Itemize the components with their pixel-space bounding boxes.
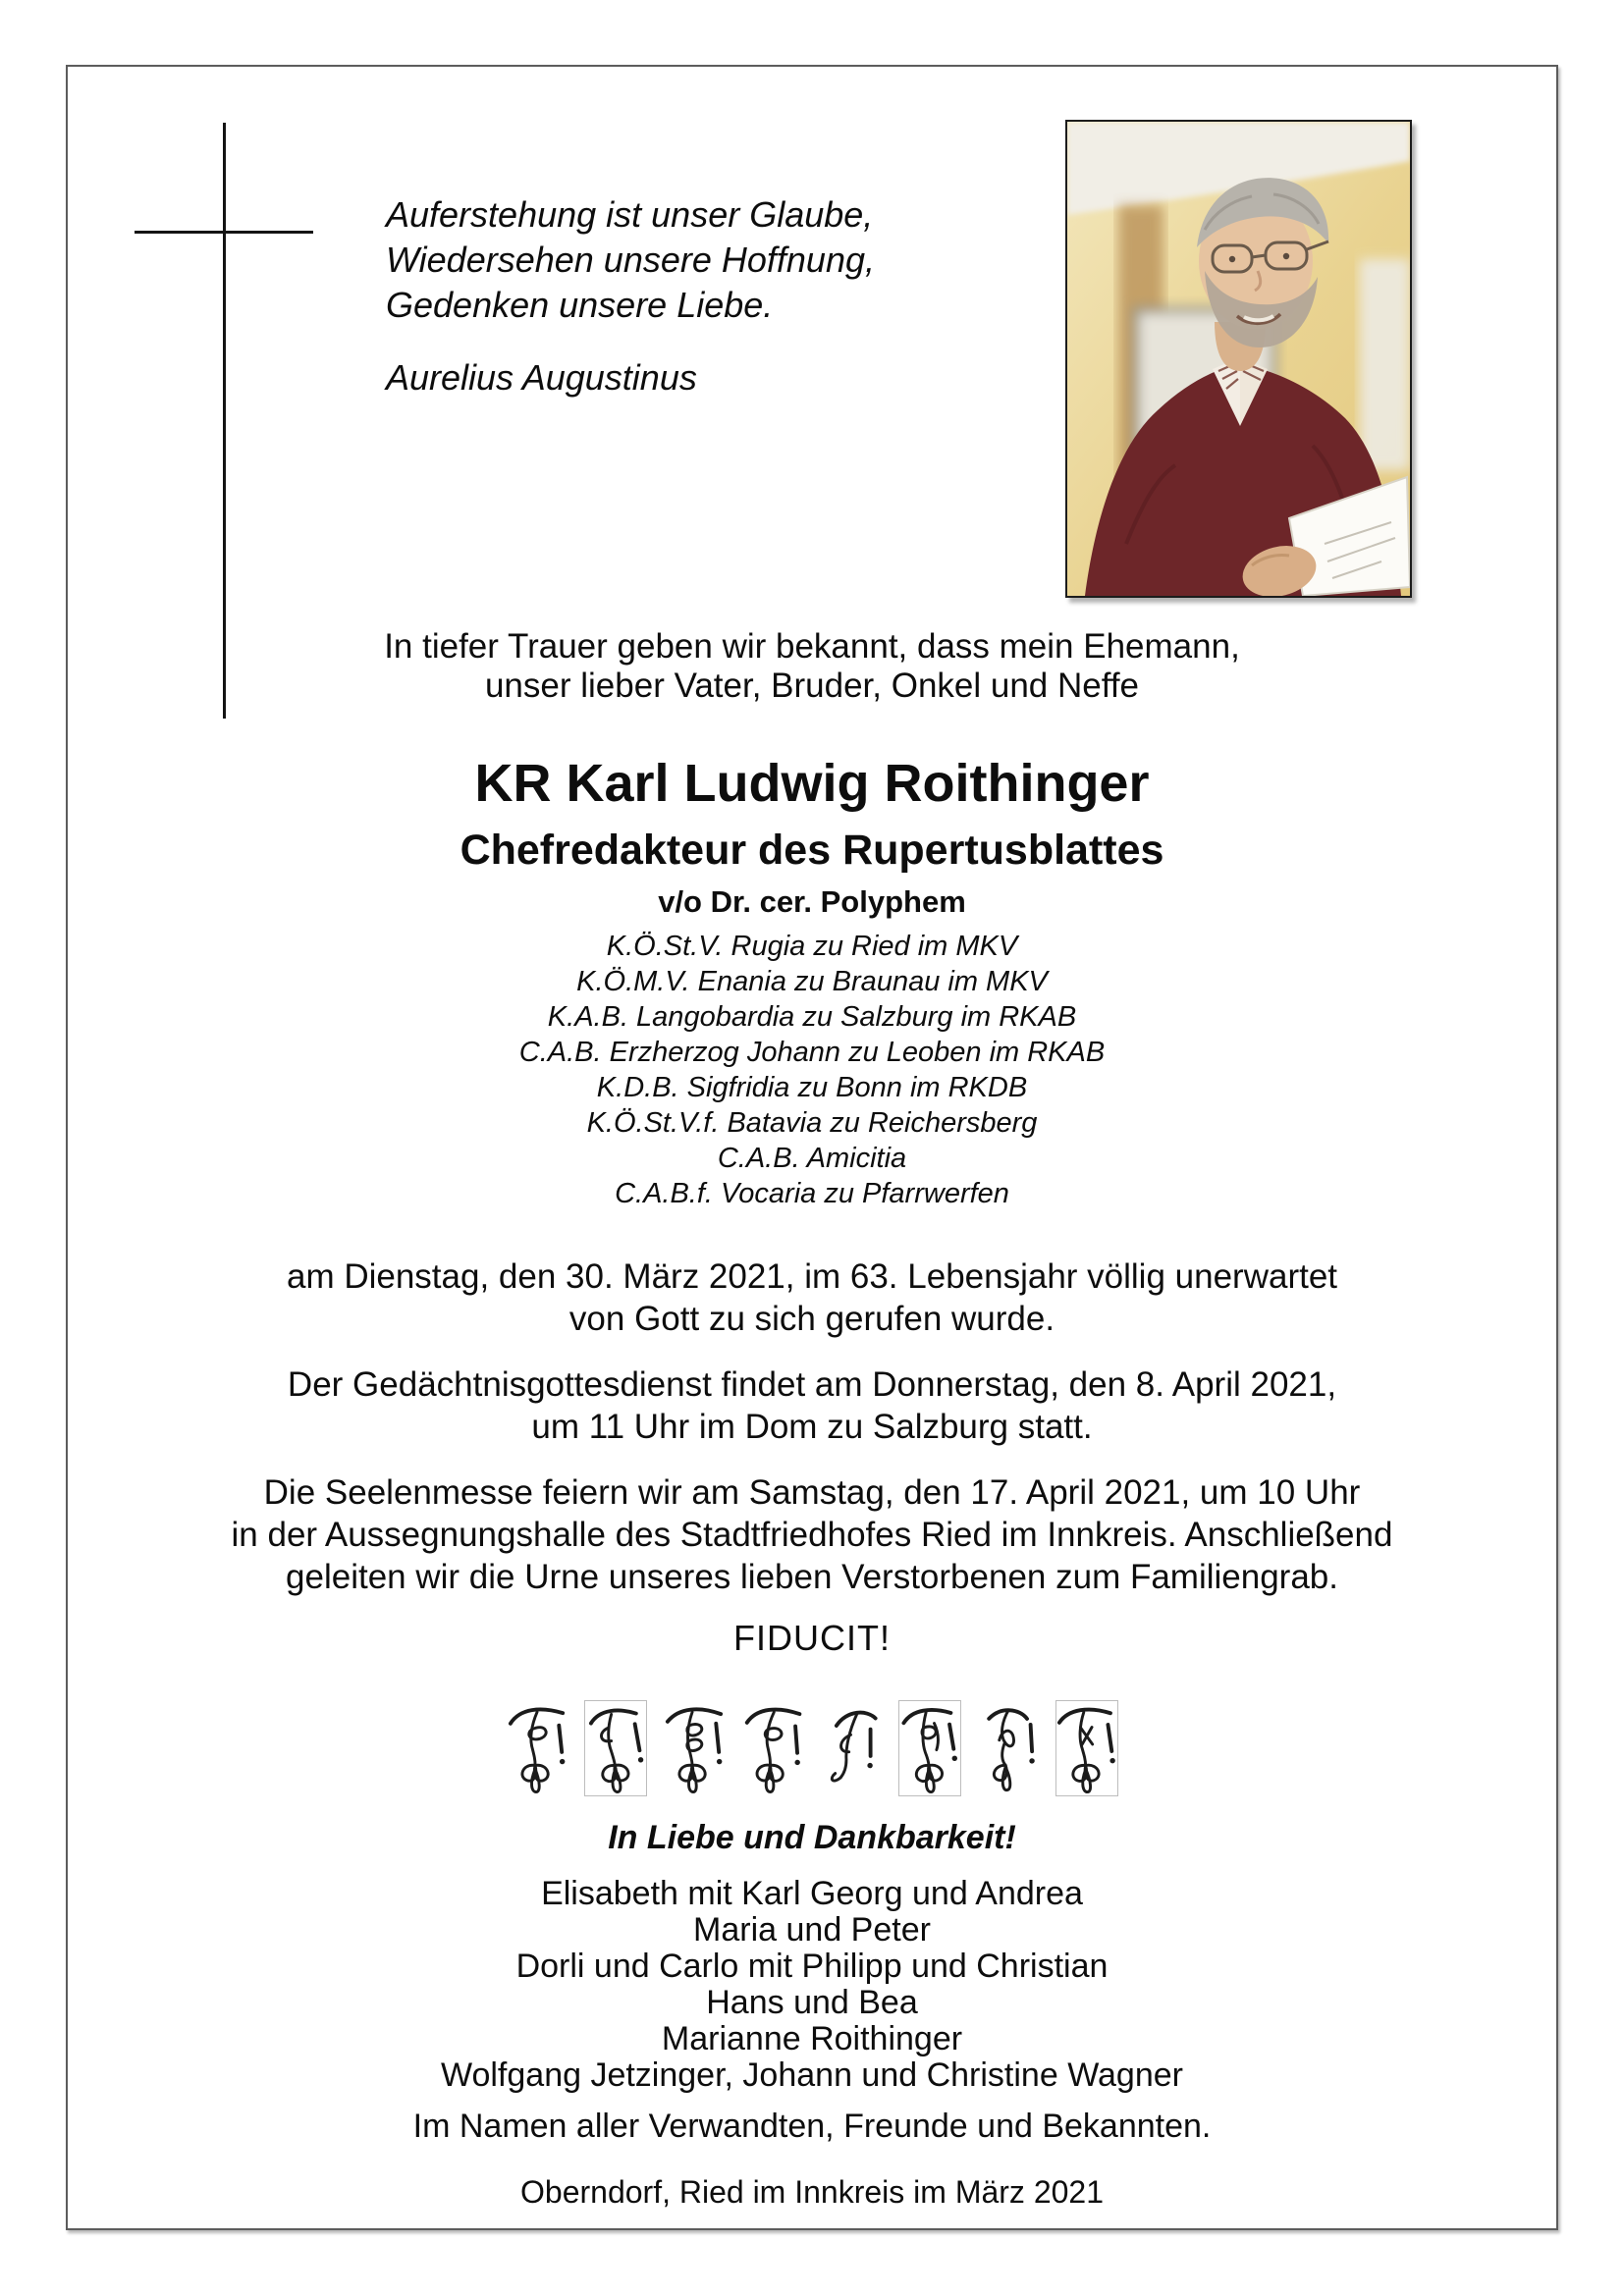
mourners-list xyxy=(66,1876,1558,2094)
mourner-line: Dorli und Carlo mit Philipp und Christian xyxy=(515,1948,1109,1985)
paragraph-line: Die Seelenmesse feiern wir am Samstag, den 17. April 2021, um 10 Uhr xyxy=(263,1473,1361,1512)
fraternity-zirkel-icon xyxy=(821,1701,882,1795)
membership-item: K.D.B. Sigfridia zu Bonn im RKDB xyxy=(596,1072,1028,1103)
fraternity-zirkel-icon xyxy=(978,1701,1039,1795)
fraternity-zirkel-icon xyxy=(1056,1701,1117,1795)
fraternity-zirkel-icon xyxy=(742,1701,803,1795)
dedication-text: In Liebe und Dankbarkeit! xyxy=(608,1819,1016,1856)
membership-item: C.A.B.f. Vocaria zu Pfarrwerfen xyxy=(615,1178,1009,1209)
membership-item: K.Ö.M.V. Enania zu Braunau im MKV xyxy=(576,966,1048,997)
quote-author: Aurelius Augustinus xyxy=(386,357,697,398)
deceased-title: Chefredakteur des Rupertusblattes xyxy=(460,827,1164,874)
mourner-line: Wolfgang Jetzinger, Johann und Christine Wagner xyxy=(440,2056,1183,2094)
portrait-illustration xyxy=(1067,122,1410,596)
mass-paragraph xyxy=(66,1471,1558,1598)
fraternity-zirkel-icon xyxy=(585,1701,646,1795)
quote-line: Wiedersehen unsere Hoffnung, xyxy=(386,240,875,280)
announcement-line: In tiefer Trauer geben wir bekannt, dass mein Ehemann, xyxy=(384,627,1240,666)
fraternity-zirkel-icon xyxy=(507,1701,568,1795)
announcement-line: unser lieber Vater, Bruder, Onkel und Neffe xyxy=(484,667,1140,705)
announcement xyxy=(66,627,1558,706)
deceased-name: KR Karl Ludwig Roithinger xyxy=(474,754,1150,813)
mourner-line: Hans und Bea xyxy=(706,1984,918,2021)
membership-item: K.Ö.St.V.f. Batavia zu Reichersberg xyxy=(586,1107,1038,1139)
paragraph-line: um 11 Uhr im Dom zu Salzburg statt. xyxy=(531,1408,1093,1446)
zirkel-row xyxy=(66,1701,1558,1795)
membership-item: K.A.B. Langobardia zu Salzburg im RKAB xyxy=(547,1001,1077,1033)
fiducit-text: FIDUCIT! xyxy=(733,1618,891,1658)
portrait-photo xyxy=(1065,120,1412,598)
paragraph-line: geleiten wir die Urne unseres lieben Verstorbenen zum Familiengrab. xyxy=(286,1558,1338,1596)
deceased-vulgo: v/o Dr. cer. Polyphem xyxy=(658,884,966,919)
onbehalf-text: Im Namen aller Verwandten, Freunde und Bekannten. xyxy=(412,2108,1212,2145)
mourning-cross-icon xyxy=(135,231,313,234)
paragraph-line: Der Gedächtnisgottesdienst findet am Donnerstag, den 8. April 2021, xyxy=(287,1365,1337,1404)
membership-list xyxy=(66,929,1558,1211)
membership-item: C.A.B. Erzherzog Johann zu Leoben im RKAB xyxy=(518,1037,1106,1068)
fraternity-zirkel-icon xyxy=(664,1701,725,1795)
paragraph-line: von Gott zu sich gerufen wurde. xyxy=(568,1300,1055,1338)
dateline-text: Oberndorf, Ried im Innkreis im März 2021 xyxy=(520,2174,1104,2210)
mourner-line: Marianne Roithinger xyxy=(661,2020,963,2057)
quote-line: Gedenken unsere Liebe. xyxy=(386,285,774,325)
mourner-line: Elisabeth mit Karl Georg und Andrea xyxy=(541,1875,1083,1912)
paragraph-line: am Dienstag, den 30. März 2021, im 63. Lebensjahr völlig unerwartet xyxy=(286,1257,1338,1296)
death-paragraph xyxy=(66,1255,1558,1340)
quote-line: Auferstehung ist unser Glaube, xyxy=(386,194,874,235)
paragraph-line: in der Aussegnungshalle des Stadtfriedhofes Ried im Innkreis. Anschließend xyxy=(231,1516,1393,1554)
membership-item: K.Ö.St.V. Rugia zu Ried im MKV xyxy=(606,931,1018,962)
membership-item: C.A.B. Amicitia xyxy=(717,1143,907,1174)
service-paragraph xyxy=(66,1363,1558,1448)
fraternity-zirkel-icon xyxy=(899,1701,960,1795)
memorial-quote xyxy=(386,192,1014,400)
mourner-line: Maria und Peter xyxy=(693,1911,931,1949)
